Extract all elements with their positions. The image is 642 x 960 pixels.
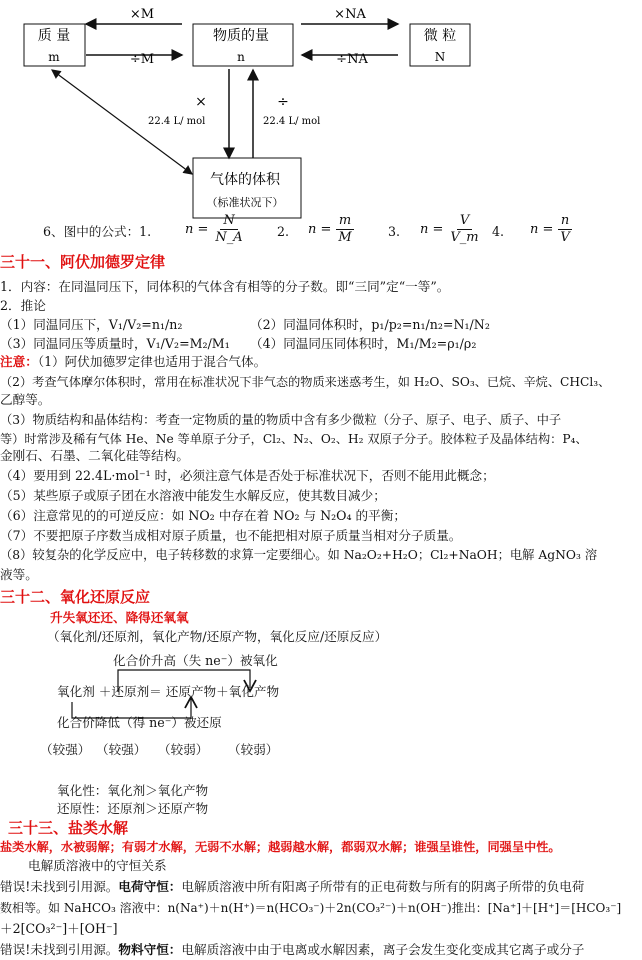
- divide-M-label: ÷M: [129, 52, 155, 67]
- note-line: （6）注意常见的的可逆反应：如 NO₂ 中存在着 NO₂ 与 N₂O₄ 的平衡；: [0, 508, 406, 523]
- note-line: 金刚石、石墨、二氧化硅等结构。: [0, 448, 189, 463]
- note-line: [0, 353, 266, 371]
- subheading: 电解质溶液中的守恒关系: [28, 858, 167, 873]
- reference-error: 错误!未找到引用源。: [0, 942, 119, 957]
- amount-box-title: 物质的量: [213, 28, 269, 44]
- formula-4-number: 4.: [492, 224, 505, 239]
- note-line: （5）某些原子或原子团在水溶液中能发生水解反应，使其数目减少；: [0, 488, 386, 503]
- formula-num: n: [558, 213, 572, 230]
- amount-box: [193, 24, 293, 66]
- note-text: （1）阿伏加德罗定律也适用于混合气体。: [37, 354, 267, 369]
- strength-label: （较强）: [96, 742, 147, 757]
- mole-conversion-diagram: [0, 0, 642, 225]
- charge-text: 电解质溶液中所有阳离子所带有的正电荷数与所有的阴离子所带的负电荷: [181, 879, 585, 894]
- mass-box-symbol: m: [48, 50, 60, 64]
- material-conservation: [0, 941, 584, 959]
- formula-den: M: [338, 230, 352, 245]
- note-line: （4）要用到 22.4L·mol⁻¹ 时，必须注意气体是否处于标准状况下，否则不能用此概念；: [0, 468, 495, 483]
- note-line: 等）时常涉及稀有气体 He、Ne 等单原子分子，Cl₂、N₂、O₂、H₂ 双原子分子。胶体粒子及晶体结构：P₄、: [0, 432, 588, 446]
- times-label: ×: [195, 94, 207, 110]
- paragraph-line: 1．内容：在同温同压下，同体积的气体含有相等的分子数。即“三同”定“一等”。: [0, 279, 450, 294]
- particle-box: [410, 24, 470, 66]
- redox-equation: 氧化剂 ＋还原剂＝ 还原产物＋氧化产物: [57, 684, 280, 699]
- formula-den: V_m: [450, 230, 479, 245]
- formula-4: [530, 213, 573, 246]
- oxidizing-strength: 氧化性：氧化剂＞氧化产物: [57, 783, 209, 798]
- inference-1: （1）同温同压下，V₁/V₂=n₁/n₂: [0, 317, 183, 332]
- material-label: 物料守恒：: [118, 942, 182, 957]
- charge-equation-cont: ＋2[CO₃²⁻]＋[OH⁻]: [0, 921, 118, 936]
- divide-label: ÷: [277, 94, 289, 110]
- gas-box-note: （标准状况下）: [206, 196, 284, 209]
- section-31-heading: 三十一、阿伏加德罗定律: [0, 253, 166, 271]
- strength-label: （较弱）: [158, 742, 209, 757]
- molar-volume-right: 22.4 L/ mol: [263, 116, 321, 127]
- inference-4: （4）同温同压同体积时，M₁/M₂=ρ₁/ρ₂: [250, 336, 477, 351]
- formula-1: [185, 213, 246, 246]
- reducing-strength: 还原性：还原剂＞还原产物: [57, 801, 209, 816]
- strength-label: （较弱）: [228, 742, 279, 757]
- hydrolysis-rule: 盐类水解，水被弱解；有弱才水解，无弱不水解；越弱越水解，都弱双水解；谁强呈谁性，同强呈中性。: [0, 840, 561, 854]
- formula-3-number: 3.: [388, 224, 401, 239]
- inference-3: （3）同温同压等质量时，V₁/V₂=M₂/M₁: [0, 336, 230, 351]
- note-line: （3）物质结构和晶体结构：考查一定物质的量的物质中含有多少微粒（分子、原子、电子、质子、中子: [0, 413, 562, 427]
- section-32-heading: 三十二、氧化还原反应: [0, 588, 151, 606]
- note-line: （7）不要把原子序数当成相对原子质量，也不能把相对原子质量当相对分子质量。: [0, 528, 462, 543]
- formula-2-number: 2.: [277, 224, 290, 239]
- formula-3: [420, 213, 482, 246]
- section-33-heading: 三十三、盐类水解: [8, 819, 129, 837]
- note-label: 注意：: [0, 354, 38, 369]
- charge-label: 电荷守恒：: [118, 879, 182, 894]
- formula-num: N: [220, 213, 237, 230]
- times-M-label: ×M: [129, 7, 155, 22]
- formula-num: m: [336, 213, 354, 230]
- formula-den: V: [560, 230, 570, 245]
- mass-box: [24, 24, 85, 66]
- paragraph-line: 2．推论: [0, 298, 46, 313]
- mass-box-title: 质 量: [37, 28, 71, 44]
- formula-lhs: n =: [185, 222, 209, 237]
- formula-num: V: [457, 213, 472, 230]
- note-line: （2）考查气体摩尔体积时，常用在标准状况下非气态的物质来迷惑考生，如 H₂O、SO₃、已烷、辛烷、CHCl₃、: [0, 375, 611, 389]
- divide-NA-label: ÷NA: [336, 52, 368, 67]
- charge-conservation: [0, 878, 584, 896]
- note-line: （8）较复杂的化学反应中，电子转移数的求算一定要细心。如 Na₂O₂+H₂O；Cl₂+NaOH；电解 AgNO₃ 溶: [0, 548, 598, 562]
- upper-label: 化合价升高（失 ne⁻）被氧化: [113, 653, 278, 668]
- mnemonic: 升失氧还还、降得还氧氧: [50, 610, 189, 625]
- formula-lhs: n =: [420, 222, 444, 237]
- particle-box-symbol: N: [434, 50, 446, 64]
- formula-lhs: n =: [308, 222, 332, 237]
- particle-box-title: 微 粒: [423, 28, 457, 44]
- amount-box-symbol: n: [237, 50, 245, 64]
- gas-box-title: 气体的体积: [210, 172, 280, 188]
- charge-equation: 数相等。如 NaHCO₃ 溶液中：n(Na⁺)＋n(H⁺)＝n(HCO₃⁻)＋2n(CO₃²⁻)＋n(OH⁻)推出：[Na⁺]＋[H⁺]＝[HCO₃⁻]: [0, 901, 622, 915]
- reference-error: 错误!未找到引用源。: [0, 879, 119, 894]
- strength-label: （较强）: [40, 742, 91, 757]
- terms-line: （氧化剂/还原剂，氧化产物/还原产物，氧化反应/还原反应）: [47, 629, 388, 644]
- formula-intro: 6、图中的公式：1.: [43, 224, 152, 239]
- formula-lhs: n =: [530, 222, 554, 237]
- note-line: 乙醇等。: [0, 392, 51, 407]
- formula-2: [308, 213, 355, 246]
- gas-volume-box: [193, 158, 301, 218]
- material-text: 电解质溶液中由于电离或水解因素，离子会发生变化变成其它离子或分子: [181, 942, 585, 957]
- lower-label: 化合价降低（得 ne⁻）被还原: [57, 715, 222, 730]
- inference-2: （2）同温同体积时，p₁/p₂=n₁/n₂=N₁/N₂: [250, 317, 490, 332]
- formula-den: N_A: [215, 230, 243, 245]
- note-line: 液等。: [0, 567, 38, 582]
- times-NA-label: ×NA: [334, 7, 366, 22]
- molar-volume-left: 22.4 L/ mol: [148, 116, 206, 127]
